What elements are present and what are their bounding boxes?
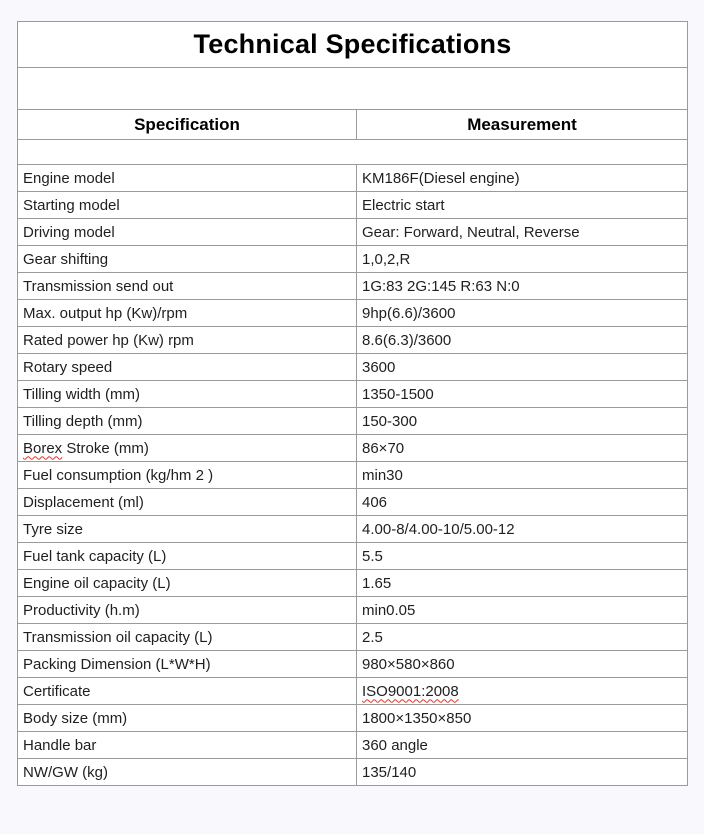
spec-cell: Tilling depth (mm) [18, 408, 357, 435]
table-row [18, 462, 688, 489]
spec-cell: Driving model [18, 219, 357, 246]
table-header-row [18, 110, 688, 140]
spec-cell: Gear shifting [18, 246, 357, 273]
spec-cell: Borex Stroke (mm) [18, 435, 357, 462]
spec-cell: Rotary speed [18, 354, 357, 381]
column-header-specification: Specification [18, 110, 357, 140]
value-cell: Electric start [357, 192, 688, 219]
spec-cell: Transmission oil capacity (L) [18, 624, 357, 651]
spec-cell: Engine model [18, 165, 357, 192]
spec-cell: Max. output hp (Kw)/rpm [18, 300, 357, 327]
table-row [18, 678, 688, 705]
spec-cell: Transmission send out [18, 273, 357, 300]
value-cell: 3600 [357, 354, 688, 381]
value-cell: 2.5 [357, 624, 688, 651]
table-row [18, 354, 688, 381]
value-cell: 360 angle [357, 732, 688, 759]
value-cell: 86×70 [357, 435, 688, 462]
spacer-cell [18, 140, 688, 165]
spec-cell: Starting model [18, 192, 357, 219]
spec-cell: Engine oil capacity (L) [18, 570, 357, 597]
value-cell: 406 [357, 489, 688, 516]
value-cell: 1350-1500 [357, 381, 688, 408]
spec-cell: Displacement (ml) [18, 489, 357, 516]
spec-cell: NW/GW (kg) [18, 759, 357, 786]
spec-cell: Certificate [18, 678, 357, 705]
table-row [18, 543, 688, 570]
value-cell: 1,0,2,R [357, 246, 688, 273]
table-row [18, 570, 688, 597]
value-cell: 1G:83 2G:145 R:63 N:0 [357, 273, 688, 300]
value-cell: 9hp(6.6)/3600 [357, 300, 688, 327]
value-cell: 980×580×860 [357, 651, 688, 678]
value-cell: 150-300 [357, 408, 688, 435]
spec-cell: Handle bar [18, 732, 357, 759]
table-row [18, 705, 688, 732]
value-cell: min0.05 [357, 597, 688, 624]
table-row [18, 624, 688, 651]
misspelled-word: Borex [23, 439, 63, 457]
spec-cell: Tyre size [18, 516, 357, 543]
spacer-row [18, 140, 688, 165]
value-cell: min30 [357, 462, 688, 489]
table-row [18, 489, 688, 516]
spacer-cell [18, 68, 688, 110]
table-row [18, 408, 688, 435]
spec-cell: Packing Dimension (L*W*H) [18, 651, 357, 678]
spec-cell: Rated power hp (Kw) rpm [18, 327, 357, 354]
table-row [18, 651, 688, 678]
page-title: Technical Specifications [18, 22, 688, 68]
value-cell: 1800×1350×850 [357, 705, 688, 732]
table-row [18, 192, 688, 219]
table-row [18, 435, 688, 462]
table-row [18, 381, 688, 408]
spec-cell: Productivity (h.m) [18, 597, 357, 624]
value-cell: KM186F(Diesel engine) [357, 165, 688, 192]
spec-cell: Fuel consumption (kg/hm 2 ) [18, 462, 357, 489]
table-row [18, 732, 688, 759]
table-row [18, 300, 688, 327]
table-row [18, 759, 688, 786]
title-row [18, 22, 688, 68]
spec-cell: Tilling width (mm) [18, 381, 357, 408]
table-row [18, 516, 688, 543]
table-row [18, 219, 688, 246]
misspelled-word: ISO9001:2008 [362, 682, 459, 700]
value-cell: 135/140 [357, 759, 688, 786]
table-row [18, 597, 688, 624]
value-cell: 4.00-8/4.00-10/5.00-12 [357, 516, 688, 543]
value-cell: Gear: Forward, Neutral, Reverse [357, 219, 688, 246]
value-cell: 5.5 [357, 543, 688, 570]
table-row [18, 246, 688, 273]
spec-cell: Fuel tank capacity (L) [18, 543, 357, 570]
spacer-row [18, 68, 688, 110]
value-cell: 1.65 [357, 570, 688, 597]
table-row [18, 327, 688, 354]
spec-cell: Body size (mm) [18, 705, 357, 732]
table-row [18, 273, 688, 300]
specifications-table [17, 21, 688, 786]
value-cell: 8.6(6.3)/3600 [357, 327, 688, 354]
table-row [18, 165, 688, 192]
value-cell [357, 678, 688, 705]
column-header-measurement: Measurement [357, 110, 688, 140]
